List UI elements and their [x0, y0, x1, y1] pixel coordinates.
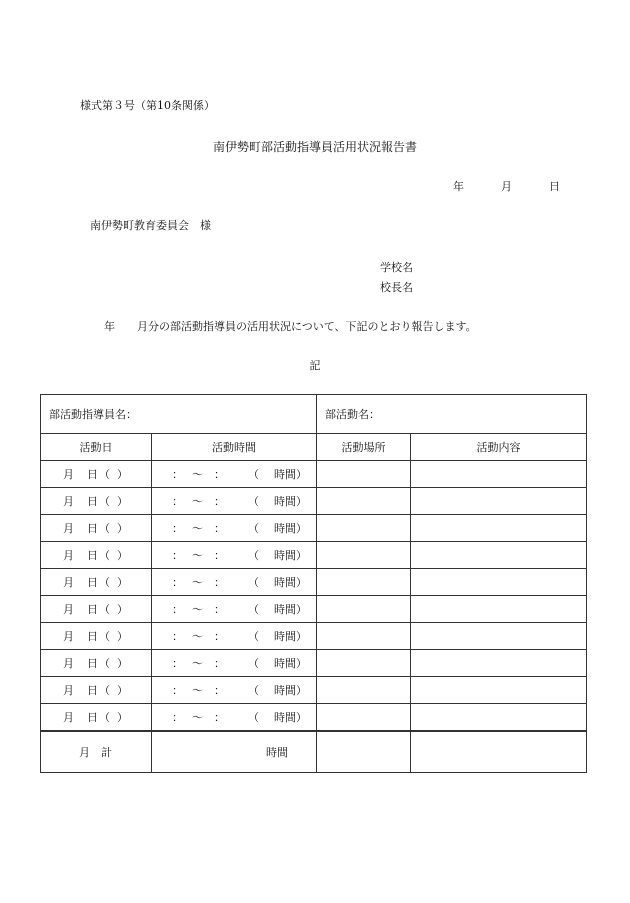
- table-header-row: [41, 434, 587, 461]
- total-row: [41, 731, 587, 773]
- row-weekday-close: ）: [117, 603, 128, 616]
- header-activity-time: 活動時間: [152, 434, 317, 461]
- activity-day-cell[interactable]: [41, 461, 152, 488]
- row-hours-open: （: [248, 630, 259, 643]
- row-month: 月: [63, 576, 74, 589]
- table-row: [41, 623, 587, 650]
- row-tilde: 〜: [192, 468, 203, 481]
- row-tilde: 〜: [192, 549, 203, 562]
- row-month: 月: [63, 495, 74, 508]
- activity-content-cell[interactable]: [411, 488, 587, 515]
- table-row: [41, 704, 587, 732]
- row-month: 月: [63, 711, 74, 724]
- row-month: 月: [63, 684, 74, 697]
- activity-time-cell[interactable]: [152, 542, 317, 569]
- row-day: 日: [87, 576, 98, 589]
- activity-content-cell[interactable]: [411, 569, 587, 596]
- row-weekday-close: ）: [117, 495, 128, 508]
- row-weekday-open: （: [99, 549, 110, 562]
- row-hours-close: 時間）: [274, 495, 307, 508]
- principal-name-label: 校長名: [380, 281, 413, 294]
- activity-place-cell[interactable]: [317, 704, 411, 732]
- activity-place-cell[interactable]: [317, 488, 411, 515]
- row-start-colon: ：: [172, 603, 183, 616]
- row-weekday-close: ）: [117, 684, 128, 697]
- total-place-cell: [317, 731, 411, 773]
- activity-content-cell[interactable]: [411, 704, 587, 732]
- activity-day-cell[interactable]: [41, 623, 152, 650]
- table-row: [41, 488, 587, 515]
- instructor-name-cell[interactable]: [41, 395, 317, 434]
- table-row: [41, 569, 587, 596]
- row-hours-close: 時間）: [274, 549, 307, 562]
- table-top-row: [41, 395, 587, 434]
- row-hours-close: 時間）: [274, 468, 307, 481]
- row-weekday-close: ）: [117, 657, 128, 670]
- activity-place-cell[interactable]: [317, 515, 411, 542]
- activity-time-cell[interactable]: [152, 515, 317, 542]
- activity-time-cell[interactable]: [152, 569, 317, 596]
- row-day: 日: [87, 684, 98, 697]
- row-start-colon: ：: [172, 495, 183, 508]
- form-number: 様式第３号（第10条関係）: [80, 99, 215, 112]
- header-activity-content: 活動内容: [411, 434, 587, 461]
- row-weekday-open: （: [99, 522, 110, 535]
- row-end-colon: ：: [214, 522, 225, 535]
- row-end-colon: ：: [214, 711, 225, 724]
- row-month: 月: [63, 549, 74, 562]
- club-name-cell[interactable]: [317, 395, 587, 434]
- row-tilde: 〜: [192, 711, 203, 724]
- total-content-cell: [411, 731, 587, 773]
- activity-day-cell[interactable]: [41, 569, 152, 596]
- activity-day-cell[interactable]: [41, 704, 152, 732]
- row-start-colon: ：: [172, 684, 183, 697]
- row-weekday-close: ）: [117, 468, 128, 481]
- ki-heading: 記: [309, 359, 321, 372]
- activity-place-cell[interactable]: [317, 596, 411, 623]
- table-row: [41, 596, 587, 623]
- row-day: 日: [87, 468, 98, 481]
- row-weekday-open: （: [99, 657, 110, 670]
- row-end-colon: ：: [214, 549, 225, 562]
- date-year-label: 年: [453, 180, 464, 193]
- row-month: 月: [63, 657, 74, 670]
- row-tilde: 〜: [192, 630, 203, 643]
- row-tilde: 〜: [192, 603, 203, 616]
- row-start-colon: ：: [172, 522, 183, 535]
- row-start-colon: ：: [172, 657, 183, 670]
- activity-place-cell[interactable]: [317, 461, 411, 488]
- row-hours-open: （: [248, 495, 259, 508]
- row-tilde: 〜: [192, 684, 203, 697]
- row-tilde: 〜: [192, 657, 203, 670]
- activity-place-cell[interactable]: [317, 623, 411, 650]
- total-label-cell: [41, 731, 152, 773]
- date-line: [453, 178, 560, 194]
- total-hours-label: 時間: [266, 746, 288, 759]
- row-hours-close: 時間）: [274, 603, 307, 616]
- school-name-label: 学校名: [380, 261, 413, 274]
- table-row: [41, 677, 587, 704]
- activity-table: [40, 394, 587, 773]
- activity-day-cell[interactable]: [41, 515, 152, 542]
- activity-time-cell[interactable]: [152, 596, 317, 623]
- row-month: 月: [63, 630, 74, 643]
- row-weekday-close: ）: [117, 522, 128, 535]
- activity-day-cell[interactable]: [41, 677, 152, 704]
- row-start-colon: ：: [172, 630, 183, 643]
- school-block: [380, 258, 413, 298]
- row-month: 月: [63, 522, 74, 535]
- row-hours-open: （: [248, 657, 259, 670]
- activity-place-cell[interactable]: [317, 542, 411, 569]
- addressee: 南伊勢町教育委員会 様: [90, 219, 211, 232]
- row-day: 日: [87, 603, 98, 616]
- row-weekday-open: （: [99, 630, 110, 643]
- activity-day-cell[interactable]: [41, 650, 152, 677]
- activity-time-cell[interactable]: [152, 461, 317, 488]
- row-hours-close: 時間）: [274, 576, 307, 589]
- club-name-label: 部活動名：: [325, 408, 380, 421]
- table-row: [41, 515, 587, 542]
- row-weekday-open: （: [99, 495, 110, 508]
- row-weekday-open: （: [99, 576, 110, 589]
- row-weekday-close: ）: [117, 576, 128, 589]
- row-hours-open: （: [248, 468, 259, 481]
- activity-day-cell[interactable]: [41, 542, 152, 569]
- activity-content-cell[interactable]: [411, 542, 587, 569]
- row-weekday-open: （: [99, 711, 110, 724]
- activity-time-cell[interactable]: [152, 704, 317, 732]
- activity-place-cell[interactable]: [317, 569, 411, 596]
- activity-time-cell[interactable]: [152, 623, 317, 650]
- row-day: 日: [87, 549, 98, 562]
- row-hours-close: 時間）: [274, 522, 307, 535]
- row-start-colon: ：: [172, 549, 183, 562]
- row-day: 日: [87, 522, 98, 535]
- activity-content-cell[interactable]: [411, 677, 587, 704]
- activity-content-cell[interactable]: [411, 515, 587, 542]
- row-end-colon: ：: [214, 603, 225, 616]
- header-activity-place: 活動場所: [317, 434, 411, 461]
- row-hours-open: （: [248, 549, 259, 562]
- row-day: 日: [87, 657, 98, 670]
- row-end-colon: ：: [214, 684, 225, 697]
- row-hours-open: （: [248, 522, 259, 535]
- activity-day-cell[interactable]: [41, 596, 152, 623]
- activity-day-cell[interactable]: [41, 488, 152, 515]
- table-row: [41, 542, 587, 569]
- total-hours-cell[interactable]: [152, 731, 317, 773]
- total-label: 月 計: [79, 746, 112, 759]
- activity-content-cell[interactable]: [411, 623, 587, 650]
- activity-time-cell[interactable]: [152, 488, 317, 515]
- row-hours-open: （: [248, 711, 259, 724]
- document-title: 南伊勢町部活動指導員活用状況報告書: [212, 140, 417, 154]
- row-hours-close: 時間）: [274, 657, 307, 670]
- row-start-colon: ：: [172, 711, 183, 724]
- row-end-colon: ：: [214, 657, 225, 670]
- row-hours-close: 時間）: [274, 711, 307, 724]
- row-start-colon: ：: [172, 576, 183, 589]
- activity-content-cell[interactable]: [411, 461, 587, 488]
- activity-time-cell[interactable]: [152, 677, 317, 704]
- row-weekday-close: ）: [117, 711, 128, 724]
- row-day: 日: [87, 495, 98, 508]
- date-month-label: 月: [501, 180, 512, 193]
- row-day: 日: [87, 630, 98, 643]
- header-activity-day: 活動日: [41, 434, 152, 461]
- row-weekday-close: ）: [117, 549, 128, 562]
- row-weekday-open: （: [99, 468, 110, 481]
- row-end-colon: ：: [214, 576, 225, 589]
- activity-place-cell[interactable]: [317, 650, 411, 677]
- activity-content-cell[interactable]: [411, 650, 587, 677]
- table-row: [41, 461, 587, 488]
- row-end-colon: ：: [214, 468, 225, 481]
- row-start-colon: ：: [172, 468, 183, 481]
- activity-place-cell[interactable]: [317, 677, 411, 704]
- table-row: [41, 650, 587, 677]
- instructor-name-label: 部活動指導員名：: [49, 408, 137, 421]
- activity-content-cell[interactable]: [411, 596, 587, 623]
- row-tilde: 〜: [192, 576, 203, 589]
- row-hours-close: 時間）: [274, 684, 307, 697]
- row-end-colon: ：: [214, 630, 225, 643]
- row-day: 日: [87, 711, 98, 724]
- activity-time-cell[interactable]: [152, 650, 317, 677]
- row-month: 月: [63, 468, 74, 481]
- report-sentence: 年 月分の部活動指導員の活用状況について、下記のとおり報告します。: [104, 320, 477, 333]
- row-hours-open: （: [248, 576, 259, 589]
- row-hours-open: （: [248, 603, 259, 616]
- row-weekday-close: ）: [117, 630, 128, 643]
- row-weekday-open: （: [99, 603, 110, 616]
- row-end-colon: ：: [214, 495, 225, 508]
- row-hours-open: （: [248, 684, 259, 697]
- row-tilde: 〜: [192, 495, 203, 508]
- row-tilde: 〜: [192, 522, 203, 535]
- date-day-label: 日: [549, 180, 560, 193]
- row-month: 月: [63, 603, 74, 616]
- row-weekday-open: （: [99, 684, 110, 697]
- row-hours-close: 時間）: [274, 630, 307, 643]
